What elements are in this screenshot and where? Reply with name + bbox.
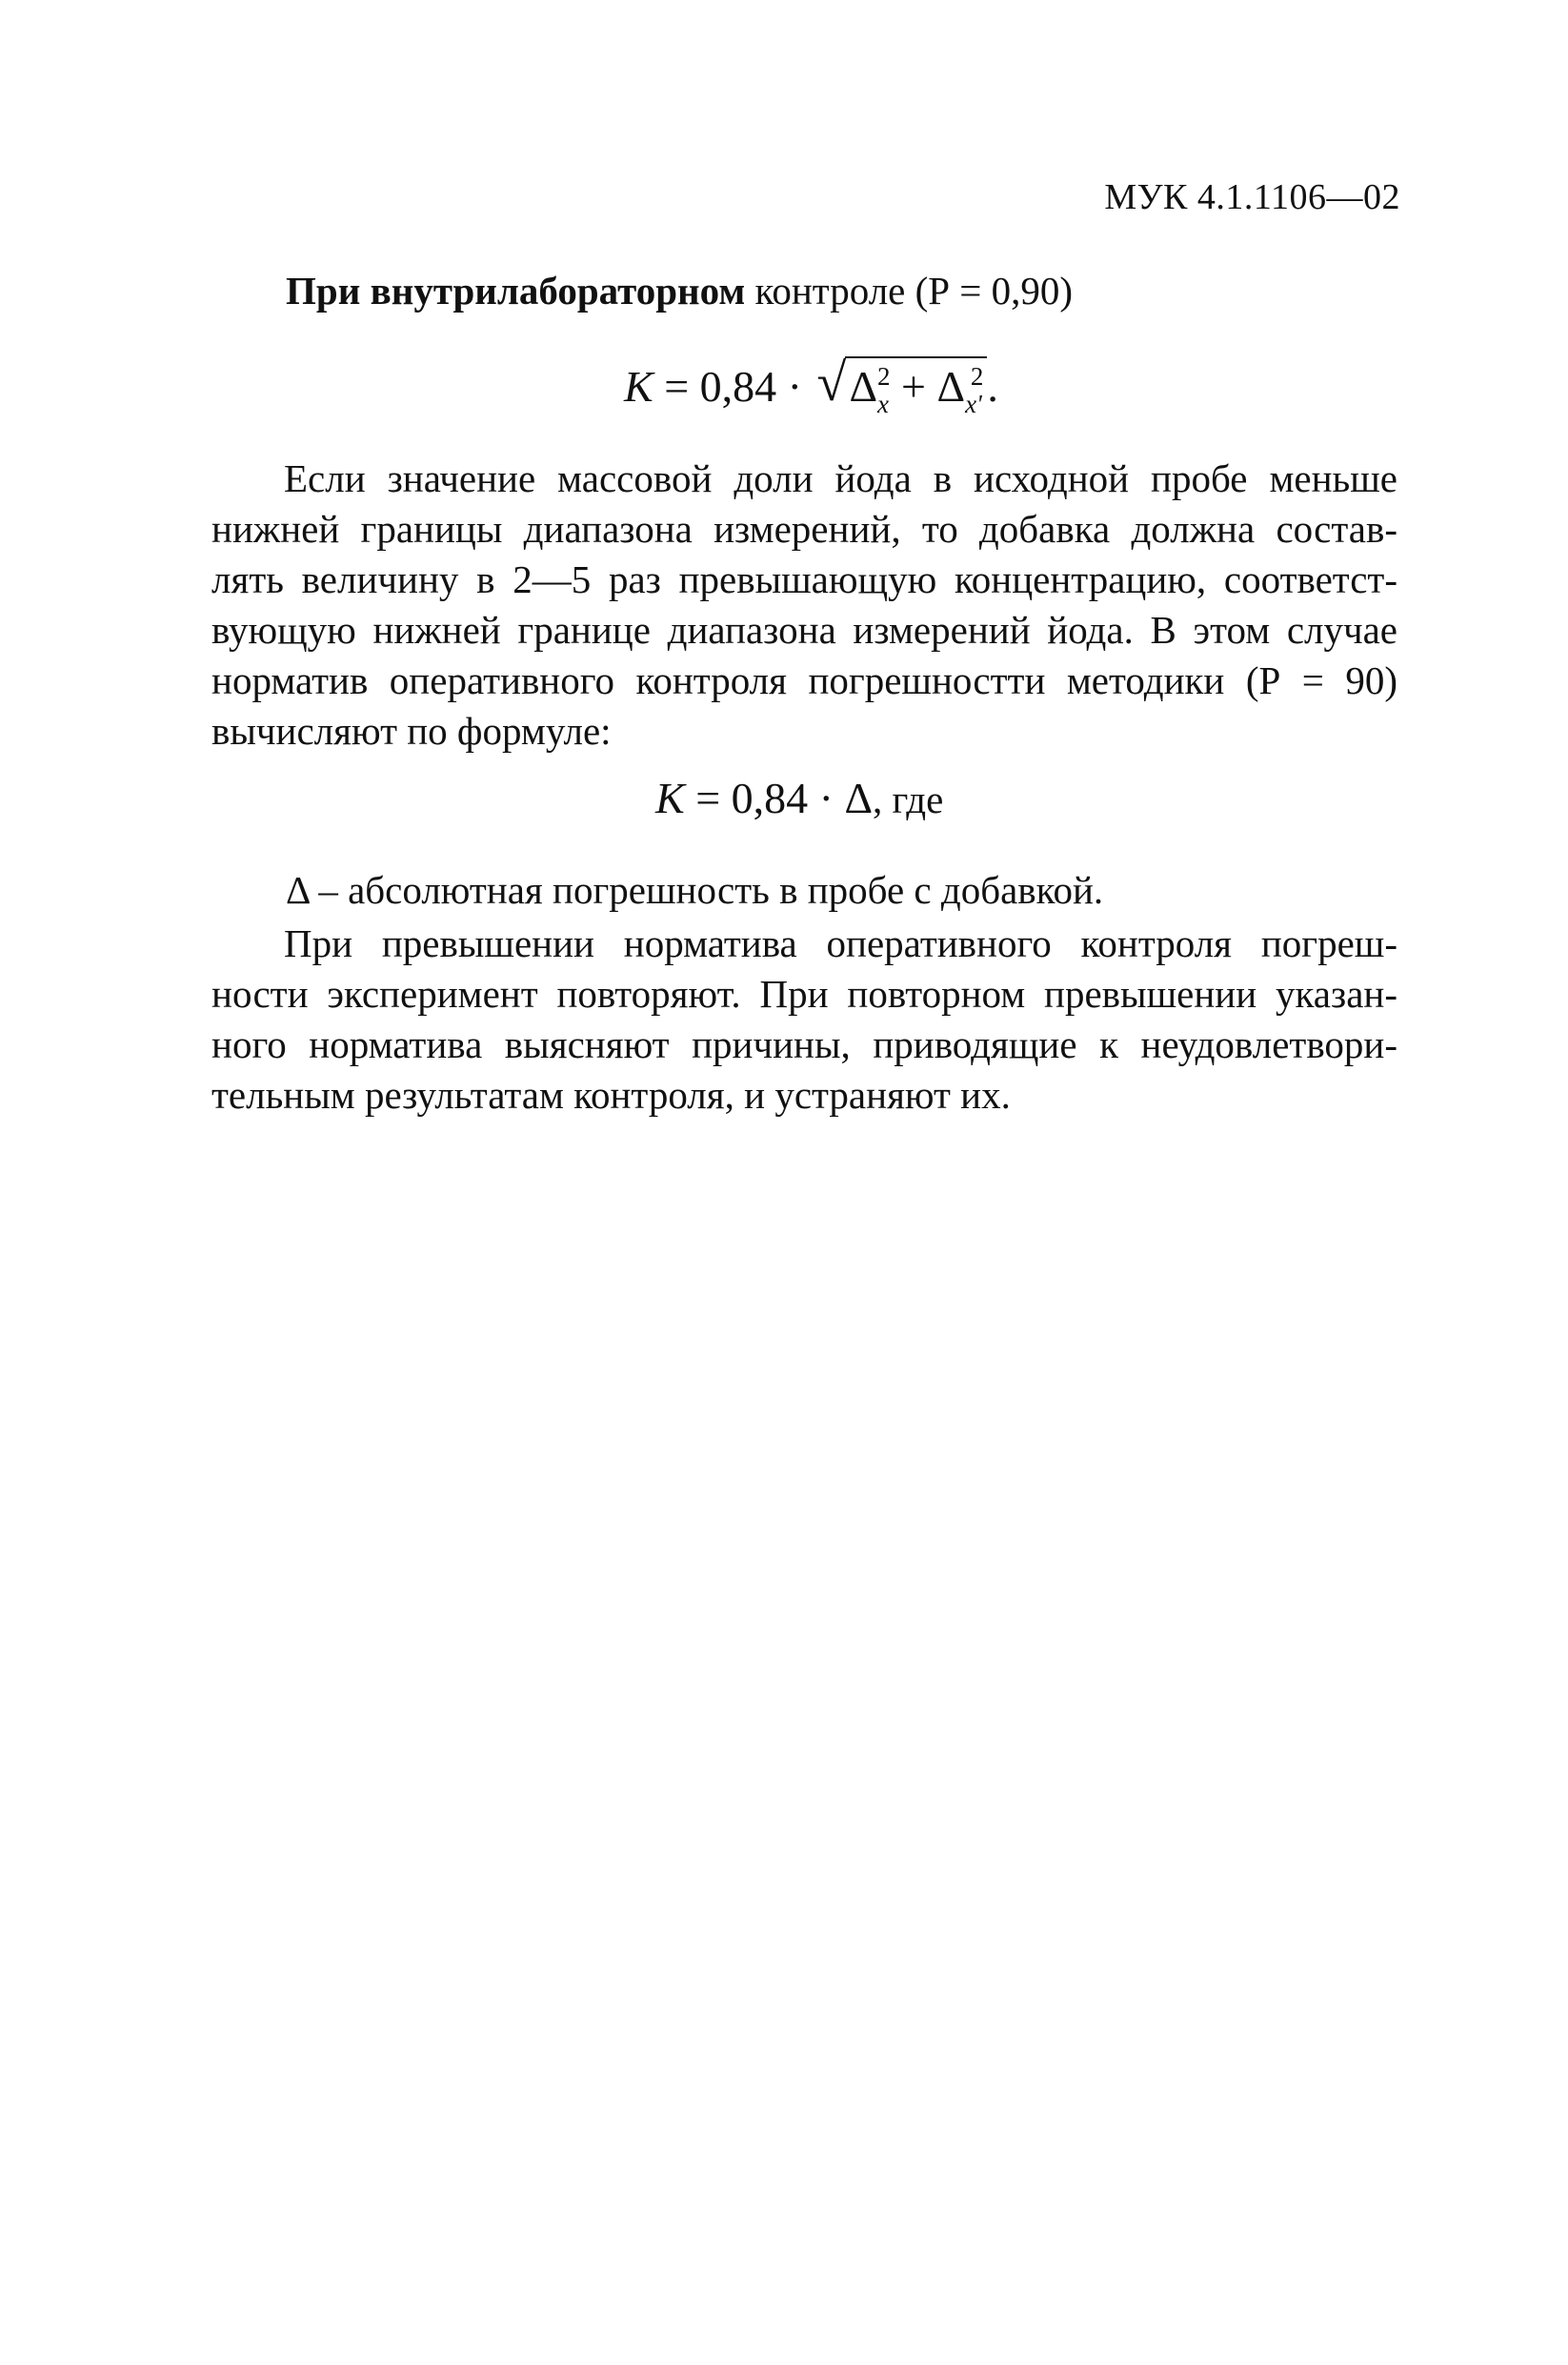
paragraph-1-line-5: норматив оперативного контроля погрешностти методики (Р = 90) xyxy=(211,658,1397,702)
delta-1: Δ xyxy=(849,362,878,411)
formula-2-rhs: = 0,84 · Δ xyxy=(684,774,874,822)
paragraph-2-line-3: ного норматива выясняют причины, приводящие к неудовлетвори- xyxy=(211,1022,1397,1066)
paragraph-1-line-1: Если значение массовой доли йода в исходной пробе меньше xyxy=(284,456,1397,500)
paragraph-2-line-1: При превышении норматива оперативного контроля погреш- xyxy=(284,921,1397,965)
delta-2-exponent: 2 xyxy=(970,362,984,391)
delta-1-subscript: x xyxy=(877,390,890,418)
paragraph-1-line-6: вычисляют по формуле: xyxy=(211,709,612,753)
section-intro xyxy=(286,267,1073,314)
delta-2: Δ xyxy=(936,362,966,411)
delta-1-exponent: 2 xyxy=(877,362,891,391)
paragraph-1-line-4: вующую нижней границе диапазона измерений йода. В этом случае xyxy=(211,608,1397,652)
formula-inner-lab-control xyxy=(624,356,998,421)
formula-1-tail: . xyxy=(987,362,998,411)
formula-1-coefficient: = 0,84 · xyxy=(653,362,814,411)
formula-2-suffix: , где xyxy=(873,778,944,821)
paragraph-2-line-4: тельным результатам контроля, и устраняют их. xyxy=(211,1073,1011,1117)
delta-2-subscript: x' xyxy=(965,390,982,418)
square-root-icon: √ xyxy=(816,354,847,413)
document-code: МУК 4.1.1106—02 xyxy=(1104,177,1400,217)
paragraph-1-line-2: нижней границы диапазона измерений, то добавка должна состав- xyxy=(211,507,1397,551)
square-root xyxy=(816,356,987,421)
intro-rest-text: контроле (Р = 0,90) xyxy=(745,269,1074,313)
formula-1-lhs: K xyxy=(624,362,653,411)
delta-definition: Δ – абсолютная погрешность в пробе с добавкой. xyxy=(286,868,1104,912)
paragraph-2-line-2: ности эксперимент повторяют. При повторном превышении указан- xyxy=(211,972,1397,1016)
radicand xyxy=(845,356,987,421)
paragraph-1-line-3: лять величину в 2—5 раз превышающую концентрацию, соответст- xyxy=(211,557,1397,601)
formula-1-plus: + xyxy=(890,362,937,411)
formula-2-lhs: K xyxy=(655,774,685,822)
formula-operational-control xyxy=(655,770,943,828)
intro-bold-text: При внутрилабораторном xyxy=(286,269,746,313)
